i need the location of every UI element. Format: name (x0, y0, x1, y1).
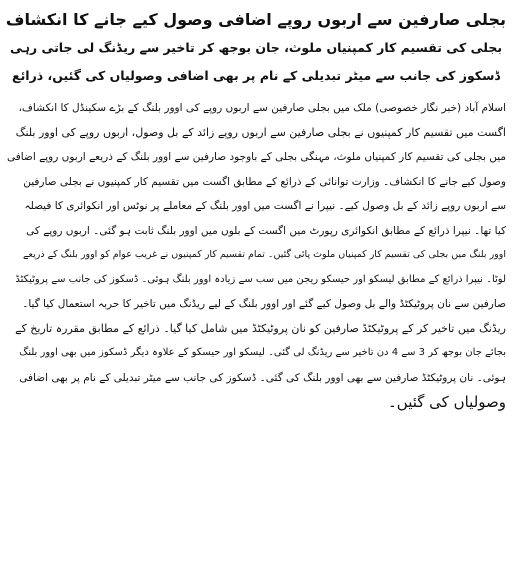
headline-sub-2: ڈسکوز کی جانب سے میٹر تبدیلی کے نام پر بھی اضافی وصولیاں کی گئیں، ذرائع (12, 68, 500, 83)
article-line: اگست میں تقسیم کار کمپنیوں نے بجلی صارفین سے اربوں روپے زائد کے بل وصول، اربوں روپے کی اوور بلنگ (15, 125, 506, 139)
article-line: اسلام آباد (خبر نگار خصوصی) ملک میں بجلی صارفین سے اربوں روپے کی اوور بلنگ کے بڑے سکینڈل کا انکشاف، (18, 102, 506, 114)
article-line: لوٹا۔ نیپرا ذرائع کے مطابق لیسکو اور حیسکو ریجن میں سب سے زیادہ اوور بلنگ ہوئی۔ ڈسکوز کی جانب سے پروٹیکٹڈ (15, 273, 506, 285)
article-line: ریڈنگ میں تاخیر کر کے پروٹیکٹڈ صارفین کو نان پروٹیکٹڈ میں شامل کیا گیا۔ ذرائع کے مطابق مقررہ تاریخ کے (15, 321, 506, 335)
article-body (6, 96, 506, 415)
article-line: وصولیاں کی گئیں۔ (388, 393, 506, 411)
article-line: ہوئی۔ نان پروٹیکٹڈ صارفین سے بھی اوور بلنگ کی گئی۔ ڈسکوز کی جانب سے میٹر تبدیلی کے نام پر بھی اضافی (19, 371, 506, 384)
article-line: بجائے جان بوجھ کر 3 سے 4 دن تاخیر سے ریڈنگ لی گئی۔ لیسکو اور حیسکو کے علاوہ دیگر ڈسکوز میں بھی اوور بلنگ (19, 347, 506, 358)
article-line: کیا تھا۔ نیپرا ذرائع کے مطابق انکوائری رپورٹ میں اگست کے بلوں میں اوور بلنگ ثابت ہو گئی۔ اربوں روپے کی (26, 224, 506, 237)
headline-block (6, 6, 506, 90)
headline-sub-1: بجلی کی تقسیم کار کمپنیاں ملوث، جان بوجھ کر تاخیر سے ریڈنگ لی جاتی رہی (9, 40, 503, 55)
article-line: اوور بلنگ میں بجلی کی تقسیم کار کمپنیاں ملوث پائی گئیں۔ تمام تقسیم کار کمپنیوں نے غریب عوام کو اوور بلنگ کے ذریعے (22, 249, 506, 260)
article-line: صارفین سے نان پروٹیکٹڈ والے بل وصول کیے گئے اور اوور بلنگ کے لیے ریڈنگ میں تاخیر کا حربہ استعمال کیا گیا۔ (22, 298, 506, 310)
article-line: سے اربوں روپے زائد کے بل وصول کیے۔ نیپرا نے اگست میں اوور بلنگ کے معاملے پر نوٹس اور انکوائری کا فیصلہ (24, 200, 506, 212)
article-line: میں بجلی کی تقسیم کار کمپنیاں ملوث، مہنگی بجلی کے باوجود صارفین سے اوور بلنگ کے ذریعے اربوں روپے اضافی (6, 151, 506, 163)
article-line: وصول کیے جانے کا انکشاف۔ وزارت توانائی کے ذرائع کے مطابق اگست میں تقسیم کار کمپنیوں نے بجلی صارفین (23, 175, 506, 188)
headline-main: بجلی صارفین سے اربوں روپے اضافی وصول کیے جانے کا انکشاف (5, 10, 506, 29)
